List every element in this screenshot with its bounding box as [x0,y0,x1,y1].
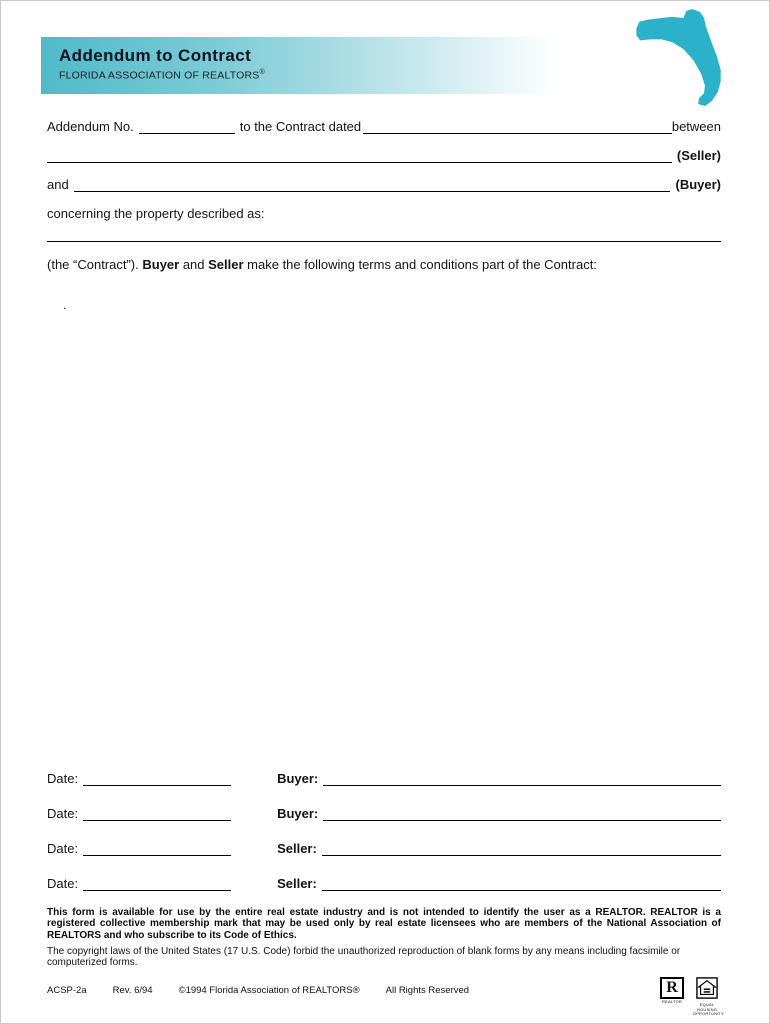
buyer-suffix-label: (Buyer) [675,177,721,192]
buyer-row [47,171,721,192]
contract-date-field[interactable] [363,116,672,134]
signature-row [47,799,721,821]
party-label: Buyer: [277,771,319,786]
equal-housing-caption: EQUAL HOUSING OPPORTUNITY [693,1002,725,1017]
property-description-field[interactable] [47,241,721,242]
realtor-disclaimer: This form is available for use by the entire real estate industry and is not intended to identify the user as a REALTOR. REALTOR is a registered collective membership mark that may be used only by real estate licensees who are members of the National Association of REALTORS and who subscribe to its Code of Ethics. [47,907,721,941]
sentence-part2: and [179,257,209,272]
copyright-note: The copyright laws of the United States (17 U.S. Code) forbid the unauthorized reproduction of blank forms by any means including facsimile or computerized forms. [47,946,681,969]
party-label: Buyer: [277,806,319,821]
association-subtitle [59,69,671,82]
copyright-label: ©1994 Florida Association of REALTORS® [178,985,360,997]
contract-sentence [47,257,721,272]
property-row [47,200,721,221]
addendum-no-label: Addendum No. [47,119,134,134]
buyer-name-field[interactable] [74,174,671,192]
date-label: Date: [47,876,79,891]
party-label: Seller: [277,841,317,856]
date-label: Date: [47,771,79,786]
date-label: Date: [47,841,79,856]
signature-section [47,764,721,891]
revision-label: Rev. 6/94 [112,985,153,997]
signature-row [47,869,721,891]
between-label: between [671,119,721,134]
florida-state-icon [631,9,727,107]
party-label: Seller: [277,876,317,891]
rights-label: All Rights Reserved [385,985,470,997]
signature-row [47,764,721,786]
terms-blank-area[interactable] [47,312,721,764]
seller-signature-field[interactable] [322,873,721,891]
footer-bottom-row [47,977,725,1017]
form-header [47,37,721,95]
form-code: ACSP-2a [47,985,87,997]
concerning-label: concerning the property described as: [47,206,265,221]
equal-housing-house-icon [695,977,719,999]
sentence-buyer: Buyer [142,257,180,272]
association-name: FLORIDA ASSOCIATION OF REALTORS [59,69,260,82]
contract-dated-label: to the Contract dated [239,119,362,134]
intro-section [47,113,721,312]
date-field[interactable] [83,768,231,786]
seller-signature-field[interactable] [322,838,721,856]
sentence-part1: (the “Contract”). [47,257,143,272]
date-field[interactable] [83,803,231,821]
signature-row [47,834,721,856]
addendum-number-field[interactable] [139,116,235,134]
buyer-signature-field[interactable] [323,803,721,821]
sentence-seller: Seller [208,257,244,272]
page-title: Addendum to Contract [59,46,252,65]
footer-logos [658,977,725,1017]
realtor-r-icon: R [660,977,684,999]
registered-mark: ® [259,69,265,76]
seller-row [47,142,721,163]
date-field[interactable] [83,838,231,856]
property-description-row [47,241,721,242]
seller-suffix-label: (Seller) [676,148,721,163]
stray-mark: . [63,298,67,312]
buyer-signature-field[interactable] [323,768,721,786]
date-field[interactable] [83,873,231,891]
date-label: Date: [47,806,79,821]
header-gradient-bar [41,37,671,94]
equal-housing-logo [693,977,725,1017]
sentence-part3: make the following terms and conditions part of the Contract: [243,257,597,272]
addendum-number-row [47,113,721,134]
footer-section [47,907,725,1017]
realtor-logo-caption: REALTOR [662,999,682,1005]
realtor-logo [658,977,686,1017]
seller-name-field[interactable] [47,145,672,163]
and-label: and [47,177,69,192]
